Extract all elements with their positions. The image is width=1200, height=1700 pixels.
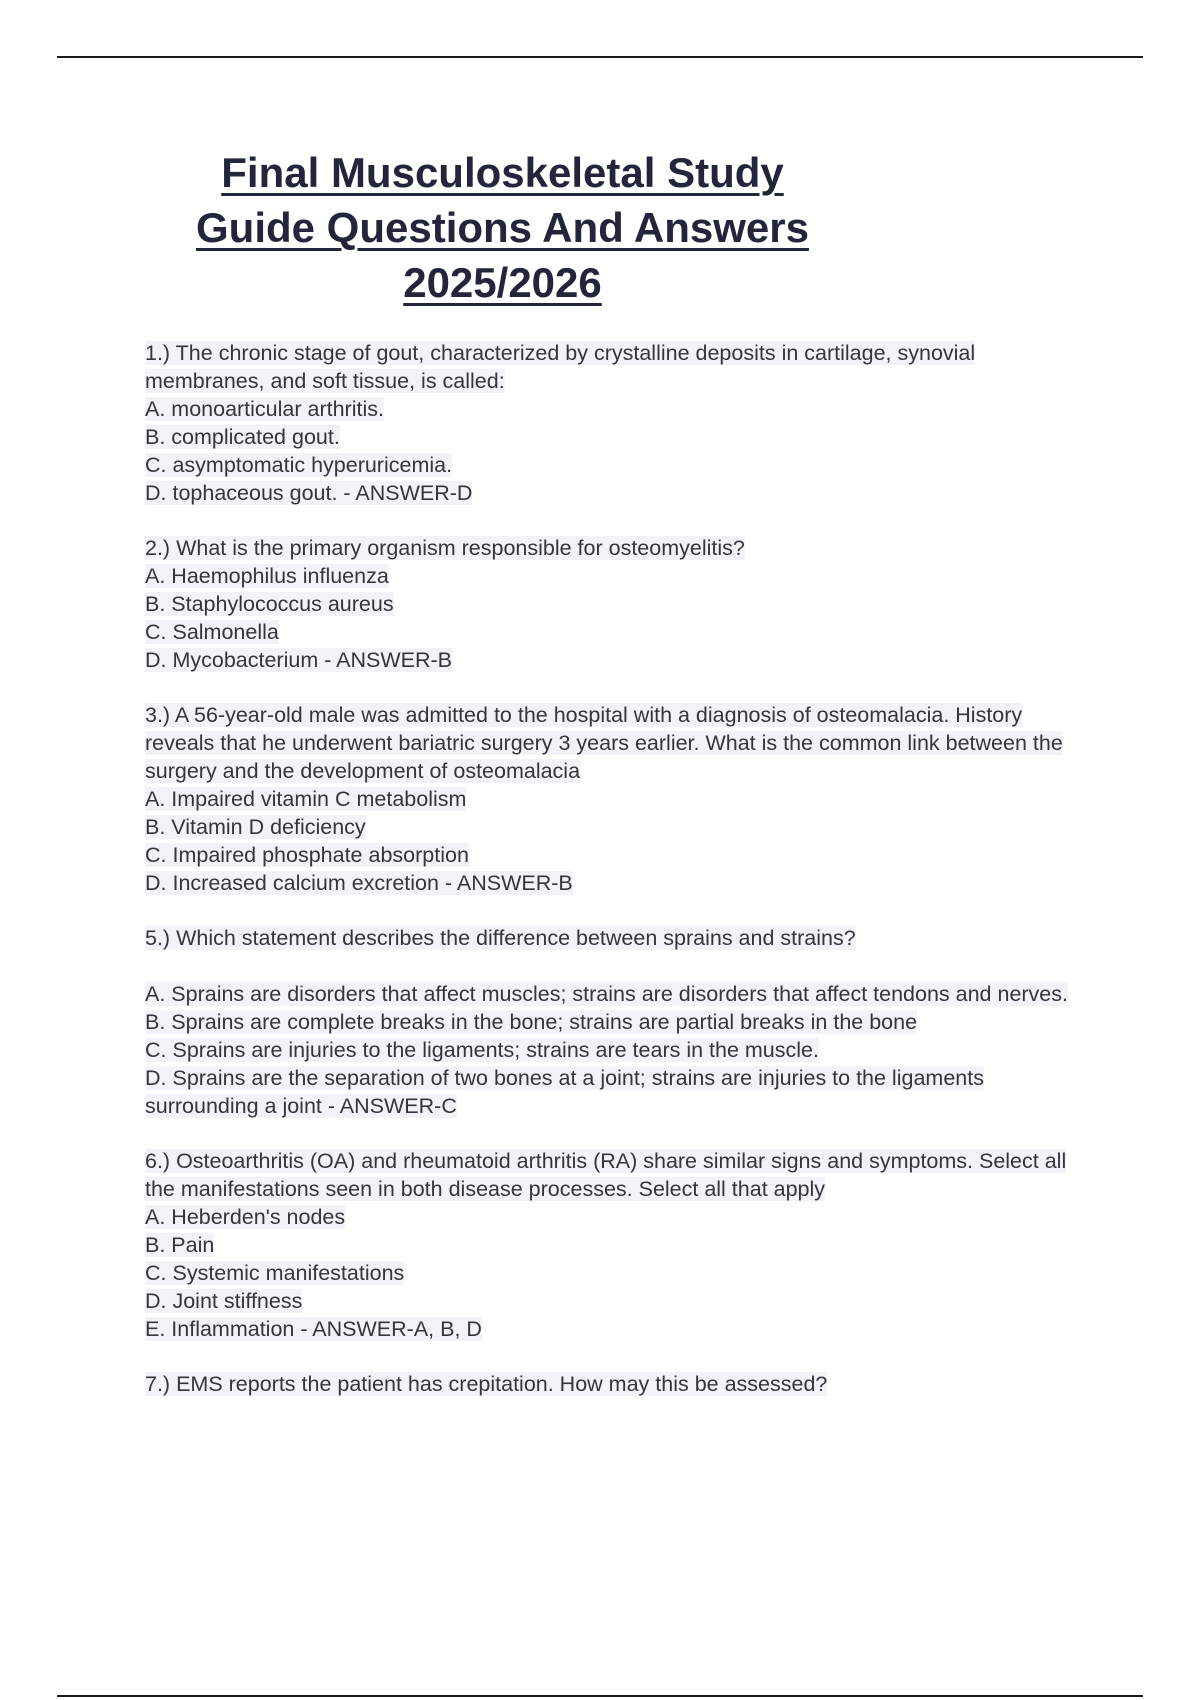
question-stem: 2.) What is the primary organism responsible for osteomyelitis? xyxy=(145,536,745,560)
answer-option: B. Sprains are complete breaks in the bone; strains are partial breaks in the bone xyxy=(145,1010,918,1034)
answer-option: C. Impaired phosphate absorption xyxy=(145,843,469,867)
answer-option: A. Heberden's nodes xyxy=(145,1205,346,1229)
title-line: 2025/2026 xyxy=(403,259,602,306)
title-line: Final Musculoskeletal Study xyxy=(221,149,784,196)
question-7 xyxy=(145,1370,1095,1398)
answer-option: B. Staphylococcus aureus xyxy=(145,592,394,616)
answer-option: A. monoarticular arthritis. xyxy=(145,397,384,421)
question-stem: 5.) Which statement describes the difference between sprains and strains? xyxy=(145,926,856,950)
bottom-rule xyxy=(57,1695,1143,1697)
question-stem: 1.) The chronic stage of gout, characterized by crystalline deposits in cartilage, synovial membranes, and soft tissue, is called: xyxy=(145,341,976,393)
answer-option: D. Joint stiffness xyxy=(145,1289,303,1313)
question-2 xyxy=(145,534,1095,674)
answer-option: C. asymptomatic hyperuricemia. xyxy=(145,453,453,477)
answer-option: C. Systemic manifestations xyxy=(145,1261,405,1285)
top-rule xyxy=(57,56,1143,58)
answer-option: B. Vitamin D deficiency xyxy=(145,815,366,839)
answer-option: D. Sprains are the separation of two bones at a joint; strains are injuries to the ligaments surrounding a joint - ANSWER-C xyxy=(145,1066,984,1118)
answer-option: B. complicated gout. xyxy=(145,425,340,449)
question-stem: 6.) Osteoarthritis (OA) and rheumatoid arthritis (RA) share similar signs and symptoms. Select all the manifestations seen in both disease processes. Select all that apply xyxy=(145,1149,1067,1201)
answer-option: B. Pain xyxy=(145,1233,215,1257)
answer-option: D. Mycobacterium - ANSWER-B xyxy=(145,648,453,672)
question-6 xyxy=(145,1147,1095,1343)
question-1 xyxy=(145,339,1095,507)
answer-option: A. Sprains are disorders that affect muscles; strains are disorders that affect tendons and nerves. xyxy=(145,982,1068,1006)
question-5 xyxy=(145,924,1095,1120)
answer-option: D. Increased calcium excretion - ANSWER-B xyxy=(145,871,573,895)
answer-option: A. Impaired vitamin C metabolism xyxy=(145,787,467,811)
title-line: Guide Questions And Answers xyxy=(196,204,809,251)
answer-option: E. Inflammation - ANSWER-A, B, D xyxy=(145,1317,482,1341)
document-title xyxy=(145,145,860,310)
answer-option: D. tophaceous gout. - ANSWER-D xyxy=(145,481,473,505)
answer-option: A. Haemophilus influenza xyxy=(145,564,389,588)
answer-option: C. Sprains are injuries to the ligaments; strains are tears in the muscle. xyxy=(145,1038,819,1062)
question-3 xyxy=(145,701,1095,897)
answer-option: C. Salmonella xyxy=(145,620,279,644)
question-stem: 7.) EMS reports the patient has crepitation. How may this be assessed? xyxy=(145,1372,828,1396)
question-list xyxy=(145,339,1095,1425)
question-stem: 3.) A 56-year-old male was admitted to the hospital with a diagnosis of osteomalacia. History reveals that he underwent bariatric surgery 3 years earlier. What is the common link between the surgery and the development of osteomalacia xyxy=(145,703,1063,783)
